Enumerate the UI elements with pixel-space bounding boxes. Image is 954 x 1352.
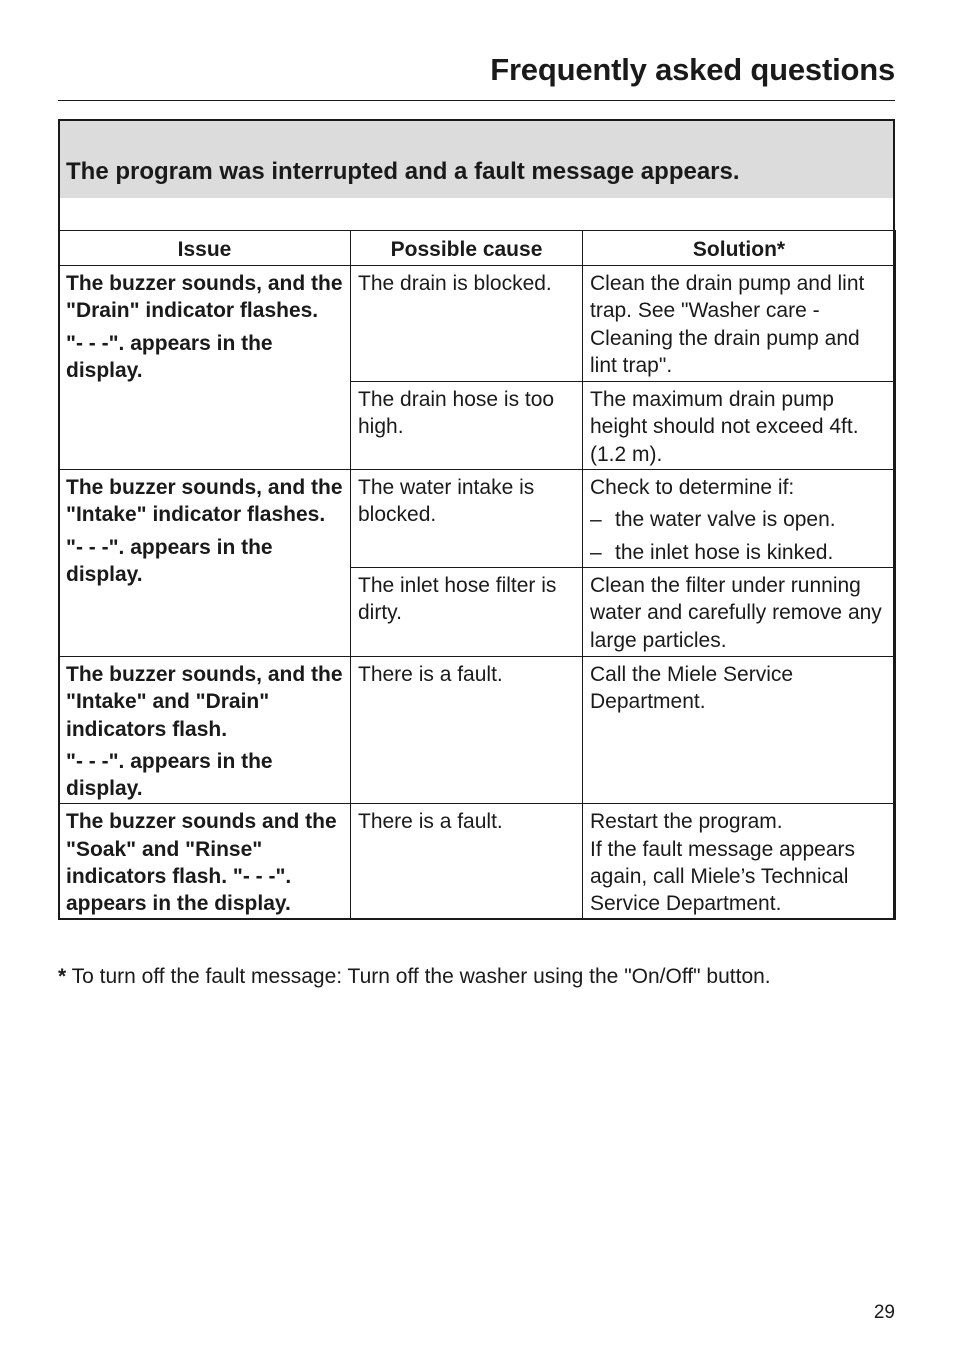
- issue-display-text: "- - -". appears in the display.: [66, 331, 273, 382]
- solution-cell: [583, 470, 896, 568]
- section-title: The program was interrupted and a fault message appears.: [66, 158, 740, 185]
- table-row: [59, 804, 896, 920]
- column-header-issue: Issue: [59, 231, 351, 266]
- issue-cell: [59, 804, 351, 920]
- issue-display-text: "- - -". appears in the display.: [66, 535, 273, 586]
- table-header-row: [59, 231, 896, 266]
- page-header: [58, 50, 895, 101]
- column-header-cause: Possible cause: [351, 231, 583, 266]
- solution-bullet: – the inlet hose is kinked.: [590, 539, 889, 566]
- solution-line: If the fault message appears again, call Miele’s Technical Service Department.: [590, 837, 855, 916]
- footnote-marker: *: [58, 965, 67, 988]
- cause-cell: The inlet hose filter is dirty.: [351, 568, 583, 657]
- solution-cell: The maximum drain pump height should not exceed 4ft. (1.2 m).: [583, 382, 896, 470]
- troubleshooting-table: [58, 230, 896, 920]
- issue-text: The buzzer sounds, and the "Intake" indicator flashes.: [66, 476, 343, 527]
- cause-cell: There is a fault.: [351, 804, 583, 920]
- issue-cell: [59, 266, 351, 470]
- footnote: [58, 965, 771, 989]
- cause-cell: The drain hose is too high.: [351, 382, 583, 470]
- page-title: Frequently asked questions: [490, 52, 895, 87]
- table-row: [59, 657, 896, 804]
- issue-display-text: "- - -". appears in the display.: [66, 749, 273, 801]
- solution-cell: Call the Miele Service Department.: [583, 657, 896, 804]
- issue-text: The buzzer sounds, and the "Drain" indicator flashes.: [66, 272, 343, 323]
- cause-cell: The water intake is blocked.: [351, 470, 583, 568]
- faq-section-box: [58, 119, 895, 920]
- issue-text: The buzzer sounds and the "Soak" and "Rinse" indicators flash. "- - -". appears in the display.: [66, 810, 337, 916]
- footnote-text: To turn off the fault message: Turn off the washer using the "On/Off" button.: [66, 965, 771, 988]
- cause-cell: The drain is blocked.: [351, 266, 583, 382]
- column-header-solution: Solution*: [583, 231, 896, 266]
- issue-cell: [59, 470, 351, 657]
- table-row: [59, 470, 896, 568]
- solution-intro: Check to determine if:: [590, 476, 795, 499]
- solution-cell: [583, 804, 896, 920]
- table-row: [59, 266, 896, 382]
- solution-line: Restart the program.: [590, 810, 783, 834]
- page-number: 29: [873, 1302, 895, 1323]
- issue-cell: [59, 657, 351, 804]
- cause-cell: There is a fault.: [351, 657, 583, 804]
- solution-cell: Clean the drain pump and lint trap. See "Washer care - Cleaning the drain pump and lint trap".: [583, 266, 896, 382]
- issue-text: The buzzer sounds, and the "Intake" and "Drain" indicators flash.: [66, 663, 343, 741]
- solution-bullet: – the water valve is open.: [590, 506, 889, 533]
- solution-cell: Clean the filter under running water and carefully remove any large particles.: [583, 568, 896, 657]
